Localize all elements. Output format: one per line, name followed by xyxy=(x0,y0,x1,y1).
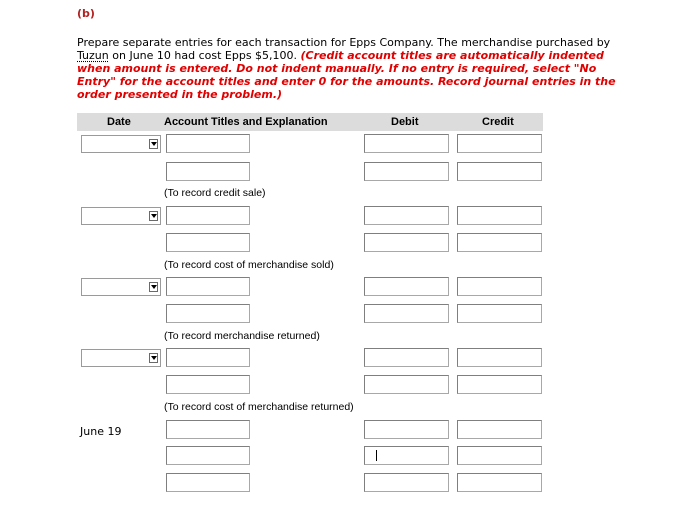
account-title-input[interactable] xyxy=(166,348,250,367)
account-title-input[interactable] xyxy=(166,277,250,296)
credit-input[interactable] xyxy=(457,348,542,367)
debit-input[interactable] xyxy=(364,473,449,492)
credit-input[interactable] xyxy=(457,446,542,465)
debit-input[interactable] xyxy=(364,233,449,252)
debit-column-header: Debit xyxy=(391,116,419,128)
debit-input[interactable] xyxy=(364,304,449,323)
debit-input[interactable] xyxy=(364,206,449,225)
vendor-name: Tuzun xyxy=(77,49,109,62)
credit-input[interactable] xyxy=(457,134,542,153)
date-select-entry-3[interactable] xyxy=(81,278,161,296)
account-title-input[interactable] xyxy=(166,233,250,252)
instructions-text-2: on June 10 had cost Epps $5,100. xyxy=(108,49,301,62)
account-title-input[interactable] xyxy=(166,134,250,153)
account-title-input[interactable] xyxy=(166,420,250,439)
debit-input[interactable] xyxy=(364,277,449,296)
table-header xyxy=(77,113,543,131)
date-select-entry-1[interactable] xyxy=(81,135,161,153)
chevron-down-icon[interactable] xyxy=(149,139,158,149)
debit-input[interactable] xyxy=(364,348,449,367)
debit-input[interactable] xyxy=(364,420,449,439)
entry-date: June 19 xyxy=(80,425,122,438)
entry-explanation: (To record cost of merchandise sold) xyxy=(164,259,334,271)
account-title-input[interactable] xyxy=(166,473,250,492)
instructions xyxy=(77,36,637,101)
part-label: (b) xyxy=(77,7,95,20)
credit-column-header: Credit xyxy=(482,116,514,128)
credit-input[interactable] xyxy=(457,375,542,394)
account-title-input[interactable] xyxy=(166,162,250,181)
instructions-note: (Credit account titles are automatically indented when amount is entered. Do not indent manually. If no entry is required, select "No Entry" for the account titles and enter 0 for the amounts. Record journal entries in the order presented in the problem.) xyxy=(77,49,616,101)
credit-input[interactable] xyxy=(457,206,542,225)
account-title-input[interactable] xyxy=(166,375,250,394)
text-cursor xyxy=(376,450,377,461)
debit-input[interactable] xyxy=(364,134,449,153)
account-title-input[interactable] xyxy=(166,304,250,323)
instructions-text: Prepare separate entries for each transaction for Epps Company. The merchandise purchased by xyxy=(77,36,611,49)
credit-input[interactable] xyxy=(457,162,542,181)
date-column-header: Date xyxy=(107,116,131,128)
date-select-entry-4[interactable] xyxy=(81,349,161,367)
credit-input[interactable] xyxy=(457,277,542,296)
chevron-down-icon[interactable] xyxy=(149,211,158,221)
account-title-input[interactable] xyxy=(166,206,250,225)
credit-input[interactable] xyxy=(457,420,542,439)
debit-input[interactable] xyxy=(364,375,449,394)
entry-explanation: (To record cost of merchandise returned) xyxy=(164,401,354,413)
chevron-down-icon[interactable] xyxy=(149,353,158,363)
credit-input[interactable] xyxy=(457,473,542,492)
credit-input[interactable] xyxy=(457,233,542,252)
debit-input[interactable] xyxy=(364,162,449,181)
credit-input[interactable] xyxy=(457,304,542,323)
account-title-input[interactable] xyxy=(166,446,250,465)
entry-explanation: (To record merchandise returned) xyxy=(164,330,320,342)
entry-explanation: (To record credit sale) xyxy=(164,187,266,199)
date-select-entry-2[interactable] xyxy=(81,207,161,225)
chevron-down-icon[interactable] xyxy=(149,282,158,292)
account-column-header: Account Titles and Explanation xyxy=(164,116,328,128)
